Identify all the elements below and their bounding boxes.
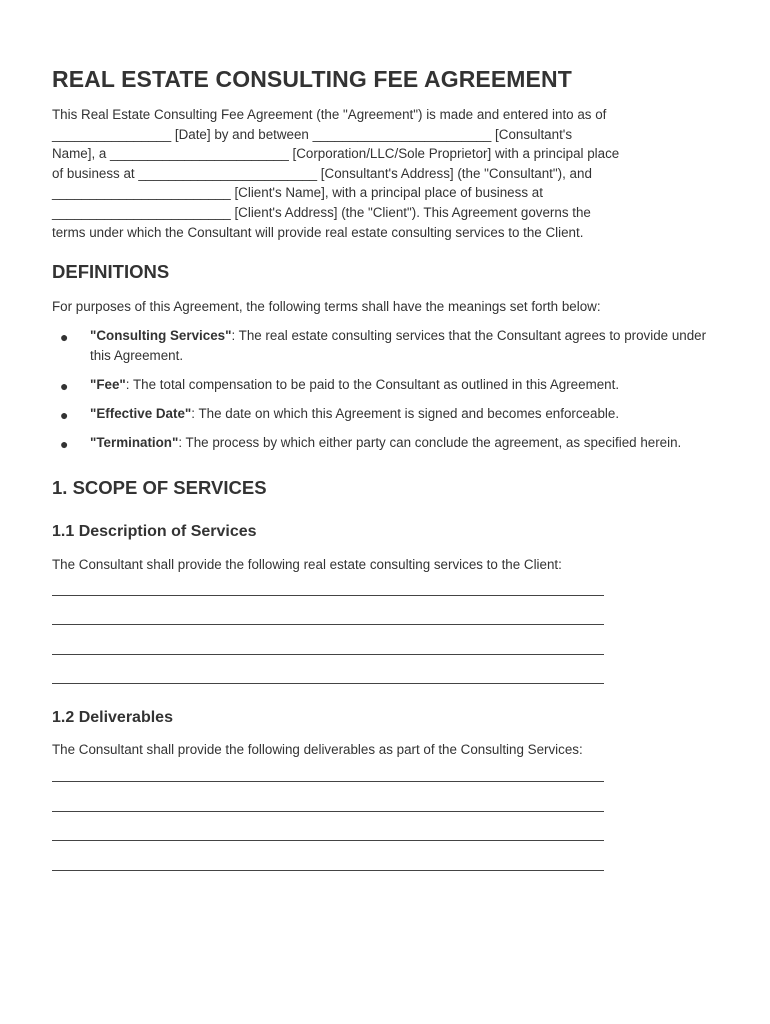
definition-text: : The date on which this Agreement is signed and becomes enforceable. xyxy=(191,406,620,422)
deliverables-blank-lines xyxy=(52,781,722,871)
blank-line xyxy=(52,811,604,812)
bullet-icon: ● xyxy=(60,377,69,394)
definition-text: : The process by which either party can conclude the agreement, as specified herein. xyxy=(178,435,682,451)
definition-item xyxy=(52,375,722,395)
definition-text: : The total compensation to be paid to the Consultant as outlined in this Agreement. xyxy=(125,376,620,392)
services-blank-lines xyxy=(52,595,722,685)
section-1-1-heading: 1.1 Description of Services xyxy=(52,522,257,540)
definition-item xyxy=(52,404,722,424)
definition-item xyxy=(52,326,722,365)
definition-term: "Consulting Services" xyxy=(90,328,232,344)
definitions-lead: For purposes of this Agreement, the following terms shall have the meanings set forth below: xyxy=(52,299,601,315)
definitions-heading: DEFINITIONS xyxy=(52,261,170,283)
definition-term: "Fee" xyxy=(90,376,126,392)
blank-line xyxy=(52,595,604,596)
definition-term: "Termination" xyxy=(90,435,179,451)
bullet-icon: ● xyxy=(60,329,69,346)
blank-line xyxy=(52,870,604,871)
document-page xyxy=(52,66,722,871)
section-1-2-heading: 1.2 Deliverables xyxy=(52,709,173,727)
definition-term: "Effective Date" xyxy=(90,406,192,422)
section-1-heading: 1. SCOPE OF SERVICES xyxy=(52,476,267,498)
bullet-icon: ● xyxy=(60,407,69,424)
definition-item xyxy=(52,433,722,453)
intro-paragraph: This Real Estate Consulting Fee Agreement (the "Agreement") is made and entered into as of ________________ [Date] by and between ________________________ [Consultant's Name], a ________________________ [Corporation/LLC/Sole Proprietor] with a principal place of business at ________________________ [Consultant's Address] (the "Consultant"), and ________________________ [Client's Name], with a principal place of business at ________________________ [Client's Address] (the "Client"). This Agreement governs the terms under which the Consultant will provide real estate consulting services to the Client. xyxy=(52,107,620,240)
blank-line xyxy=(52,781,604,782)
blank-line xyxy=(52,654,604,655)
blank-line xyxy=(52,624,604,625)
definitions-list xyxy=(52,326,722,453)
blank-line xyxy=(52,840,604,841)
section-1-1-text: The Consultant shall provide the following real estate consulting services to the Client: xyxy=(52,556,562,572)
document-title: REAL ESTATE CONSULTING FEE AGREEMENT xyxy=(52,66,572,92)
section-1-2-text: The Consultant shall provide the following deliverables as part of the Consulting Services: xyxy=(52,742,583,758)
definition-text: : The real estate consulting services that the Consultant agrees to provide under this Agreement. xyxy=(90,328,707,363)
blank-line xyxy=(52,683,604,684)
bullet-icon: ● xyxy=(60,436,69,453)
